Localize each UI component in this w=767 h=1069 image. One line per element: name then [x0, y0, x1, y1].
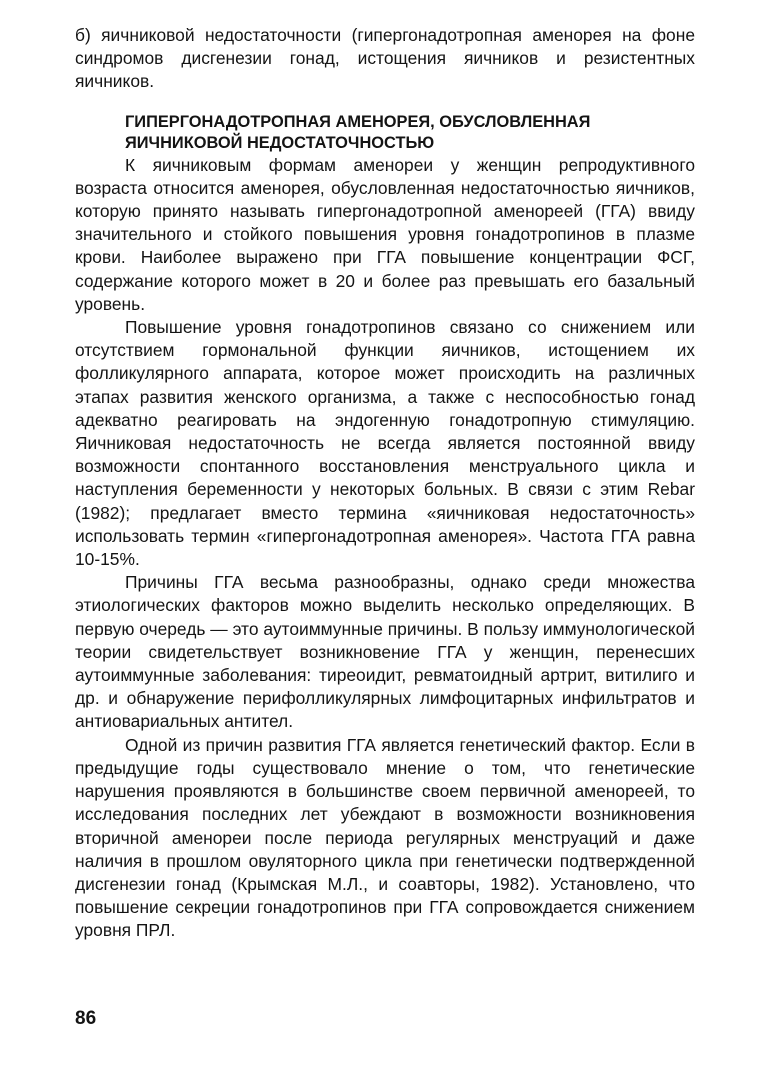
page-number: 86: [75, 1008, 97, 1029]
paragraph-3: Причины ГГА весьма разнообразны, однако среди множества этиологических факторов можно выделить несколько определяющих. В первую очередь — это аутоиммунные причины. В пользу иммунологической теории свидетельствует возникновение ГГА у женщин, перенесших аутоиммунные заболевания: тиреоидит, ревматоидный артрит, витилиго и др. и обнаружение перифолликулярных лимфоцитарных инфильтратов и антиовариальных антител.: [75, 572, 695, 732]
paragraph-4: Одной из причин развития ГГА является генетический фактор. Если в предыдущие годы существовало мнение о том, что генетические нарушения проявляются в большинстве своем первичной аменореей, то исследования последних лет убеждают в возможности возникновения вторичной аменореи после периода регулярных менструаций и даже наличия в прошлом овуляторного цикла при генетически подтвержденной дисгенезии гонад (Крымская М.Л., и соавторы, 1982). Установлено, что повышение секреции гонадотропинов при ГГА сопровождается снижением уровня ПРЛ.: [75, 734, 695, 941]
intro-paragraph: б) яичниковой недостаточности (гипергонадотропная аменорея на фоне синдромов дисгенезии гонад, истощения яичников и резистентных яичников.: [75, 25, 695, 92]
paragraph-2: Повышение уровня гонадотропинов связано со снижением или отсутствием гормональной функции яичников, истощением их фолликулярного аппарата, которое может происходить на различных этапах развития женского организма, а также с неспособностью гонад адекватно реагировать на эндогенную гонадотропную стимуляцию. Яичниковая недостаточность не всегда является постоянной ввиду возможности спонтанного восстановления менструального цикла и наступления беременности у некоторых больных. В связи с этим Rebar (1982); предлагает вместо термина «яичниковая недостаточность» использовать термин «гипергонадотропная аменорея». Частота ГГА равна 10-15%.: [75, 317, 695, 570]
section-heading: ГИПЕРГОНАДОТРОПНАЯ АМЕНОРЕЯ, ОБУСЛОВЛЕННАЯ ЯИЧНИКОВОЙ НЕДОСТАТОЧНОСТЬЮ: [125, 112, 591, 152]
page-body: [75, 24, 695, 943]
paragraph-1: К яичниковым формам аменореи у женщин репродуктивного возраста относится аменорея, обусловленная недостаточностью яичников, которую принято называть гипергонадотропной аменореей (ГГА) ввиду значительного и стойкого повышения уровня гонадотропинов в плазме крови. Наиболее выражено при ГГА повышение концентрации ФСГ, содержание которого может в 20 и более раз превышать его базальный уровень.: [75, 154, 695, 314]
